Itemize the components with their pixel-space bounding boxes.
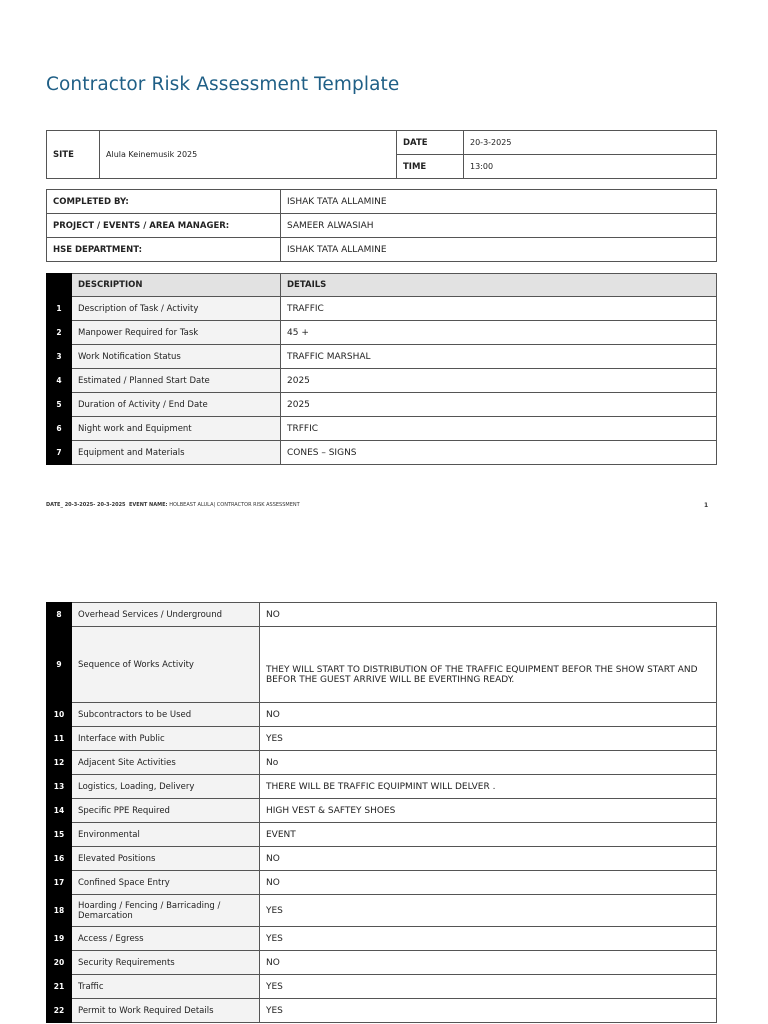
row-number: 1 [47,297,72,321]
time-value: 13:00 [464,155,717,179]
footer-event-name: HOLBEAST ALULA| CONTRACTOR RISK ASSESSMENT [169,502,300,508]
table-row [47,417,717,441]
table-row [47,799,717,823]
site-info-table [46,130,717,179]
table-row [47,393,717,417]
row-description: Adjacent Site Activities [72,751,260,775]
table-row [47,369,717,393]
row-number: 19 [47,927,72,951]
table-row [47,951,717,975]
row-details: YES [260,727,717,751]
table-row [47,927,717,951]
table-row [47,345,717,369]
site-value: Alula Keinemusik 2025 [100,131,397,179]
responsible-persons-table [46,189,717,262]
row-details: TRAFFIC MARSHAL [281,345,717,369]
table-row [47,297,717,321]
footer-event-label: EVENT NAME: [129,502,168,508]
row-details: YES [260,895,717,927]
time-label: TIME [397,155,464,179]
row-details: THERE WILL BE TRAFFIC EQUIPMINT WILL DELVER . [260,775,717,799]
page-number: 1 [704,502,709,509]
row-number: 12 [47,751,72,775]
document-title: Contractor Risk Assessment Template [46,74,400,95]
row-description: Night work and Equipment [72,417,281,441]
row-description: Hoarding / Fencing / Barricading / Demarcation [72,895,260,927]
row-details: YES [260,999,717,1023]
row-number: 21 [47,975,72,999]
row-number: 18 [47,895,72,927]
header-description: DESCRIPTION [72,274,281,297]
row-number: 15 [47,823,72,847]
row-details: NO [260,703,717,727]
row-description: Access / Egress [72,927,260,951]
row-description: Work Notification Status [72,345,281,369]
table-row [47,823,717,847]
row-description: Equipment and Materials [72,441,281,465]
row-description: Overhead Services / Underground [72,603,260,627]
manager-label: PROJECT / EVENTS / AREA MANAGER: [47,214,281,238]
row-description: Manpower Required for Task [72,321,281,345]
row-description: Logistics, Loading, Delivery [72,775,260,799]
row-description: Subcontractors to be Used [72,703,260,727]
table-row [47,975,717,999]
table-row [47,703,717,727]
manager-value: SAMEER ALWASIAH [281,214,717,238]
row-description: Sequence of Works Activity [72,627,260,703]
row-number: 8 [47,603,72,627]
table-row [47,847,717,871]
table-row [47,871,717,895]
hse-department-label: HSE DEPARTMENT: [47,238,281,262]
row-number: 22 [47,999,72,1023]
row-description: Description of Task / Activity [72,297,281,321]
row-details: YES [260,975,717,999]
row-number: 10 [47,703,72,727]
header-number-cell [47,274,72,297]
row-number: 4 [47,369,72,393]
site-label: SITE [47,131,100,179]
row-details: EVENT [260,823,717,847]
row-number: 17 [47,871,72,895]
row-details: HIGH VEST & SAFTEY SHOES [260,799,717,823]
date-value: 20-3-2025 [464,131,717,155]
row-number: 20 [47,951,72,975]
table-row [47,441,717,465]
page-footer [46,502,300,508]
row-details: No [260,751,717,775]
row-details: 2025 [281,369,717,393]
row-number: 9 [47,627,72,703]
footer-date: DATE_ 20-3-2025- 20-3-2025 [46,502,126,508]
row-number: 11 [47,727,72,751]
completed-by-value: ISHAK TATA ALLAMINE [281,190,717,214]
table-row [47,321,717,345]
table-row [47,895,717,927]
row-description: Traffic [72,975,260,999]
table-row [47,999,717,1023]
row-number: 13 [47,775,72,799]
row-details: NO [260,951,717,975]
row-description: Environmental [72,823,260,847]
row-number: 3 [47,345,72,369]
row-details: 2025 [281,393,717,417]
row-details: NO [260,871,717,895]
date-label: DATE [397,131,464,155]
row-number: 5 [47,393,72,417]
table-row [47,627,717,703]
row-number: 14 [47,799,72,823]
row-details: CONES – SIGNS [281,441,717,465]
row-details: THEY WILL START TO DISTRIBUTION OF THE TRAFFIC EQUIPMENT BEFOR THE SHOW START AND BEFOR THE GUEST ARRIVE WILL BE EVERTIHNG READY. [260,627,717,703]
row-details: NO [260,847,717,871]
row-description: Permit to Work Required Details [72,999,260,1023]
row-number: 6 [47,417,72,441]
task-details-table-page1 [46,273,717,465]
row-number: 2 [47,321,72,345]
row-description: Duration of Activity / End Date [72,393,281,417]
row-number: 16 [47,847,72,871]
row-description: Specific PPE Required [72,799,260,823]
row-description: Elevated Positions [72,847,260,871]
row-description: Security Requirements [72,951,260,975]
table-row [47,751,717,775]
header-details: DETAILS [281,274,717,297]
row-details: TRFFIC [281,417,717,441]
row-description: Interface with Public [72,727,260,751]
table-row [47,727,717,751]
task-details-table-page2 [46,602,717,1023]
table-row [47,603,717,627]
row-details: 45 + [281,321,717,345]
table-row [47,775,717,799]
row-description: Estimated / Planned Start Date [72,369,281,393]
row-details: NO [260,603,717,627]
row-details: YES [260,927,717,951]
completed-by-label: COMPLETED BY: [47,190,281,214]
row-details: TRAFFIC [281,297,717,321]
row-number: 7 [47,441,72,465]
row-description: Confined Space Entry [72,871,260,895]
hse-department-value: ISHAK TATA ALLAMINE [281,238,717,262]
